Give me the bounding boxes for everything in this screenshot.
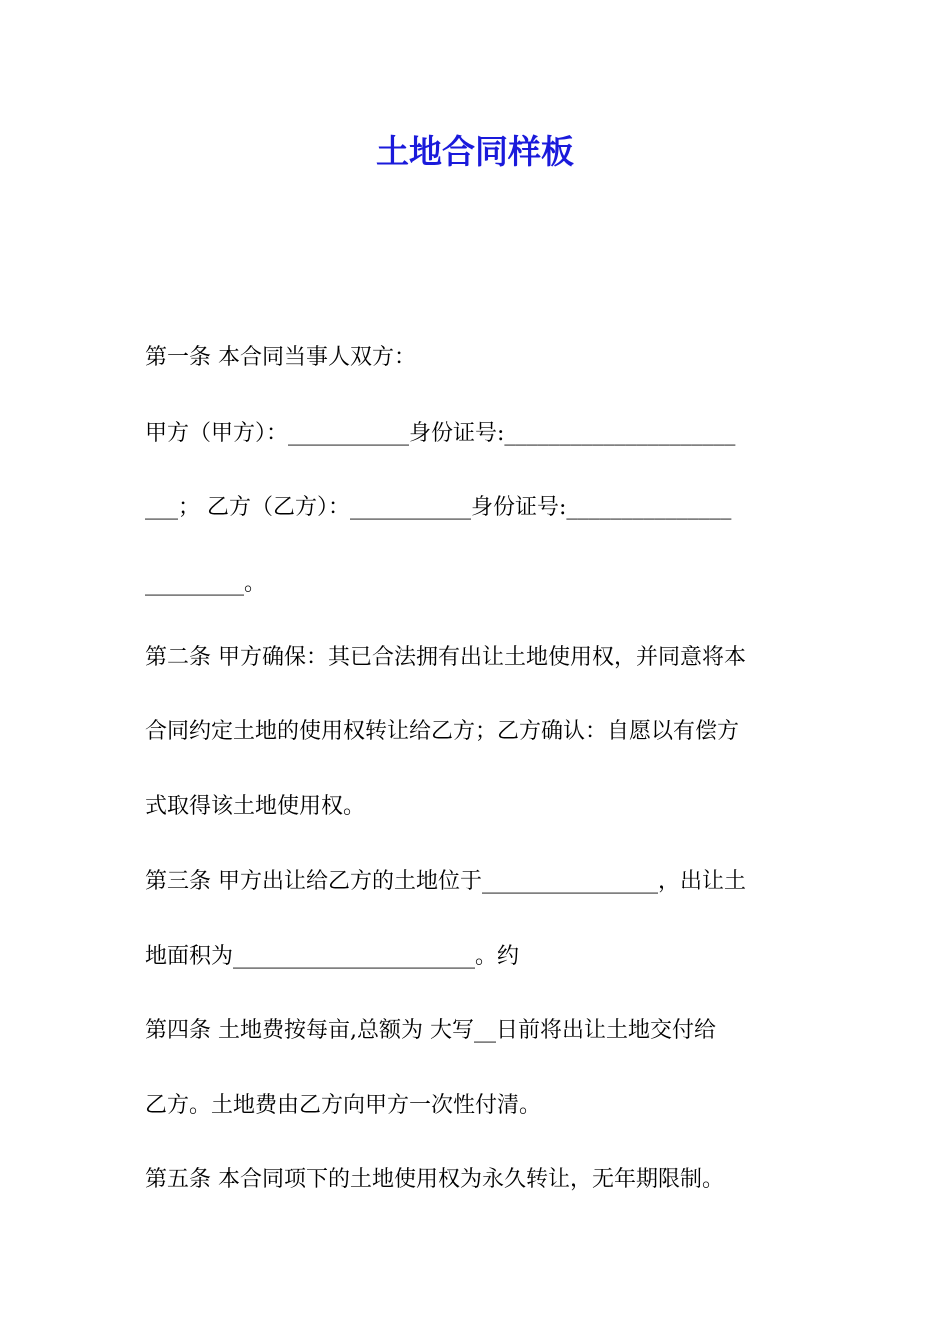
party-b-line: ___； 乙方（乙方）：___________身份证号:_______________ [145, 495, 732, 520]
party-a-line: 甲方（甲方）：___________身份证号:_____________________ [145, 421, 736, 446]
article-4-line-2: 乙方。土地费由乙方向甲方一次性付清。 [145, 1093, 542, 1118]
party-b-line-end: _________。 [145, 571, 267, 596]
article-3-line-1: 第三条 甲方出让给乙方的土地位于________________，出让土 [145, 869, 746, 894]
article-4-line-1: 第四条 土地费按每亩,总额为 大写__日前将出让土地交付给 [145, 1018, 716, 1043]
article-2-line-1: 第二条 甲方确保：其已合法拥有出让土地使用权，并同意将本 [145, 645, 746, 670]
article-2-line-3: 式取得该土地使用权。 [145, 794, 366, 819]
article-3-line-2: 地面积为______________________。约 [145, 944, 520, 969]
article-2-line-2: 合同约定土地的使用权转让给乙方；乙方确认：自愿以有偿方 [145, 719, 740, 744]
article-1-heading: 第一条 本合同当事人双方： [145, 345, 416, 370]
page-title: 土地合同样板 [376, 132, 574, 171]
article-5-line-1: 第五条 本合同项下的土地使用权为永久转让，无年期限制。 [145, 1167, 724, 1192]
